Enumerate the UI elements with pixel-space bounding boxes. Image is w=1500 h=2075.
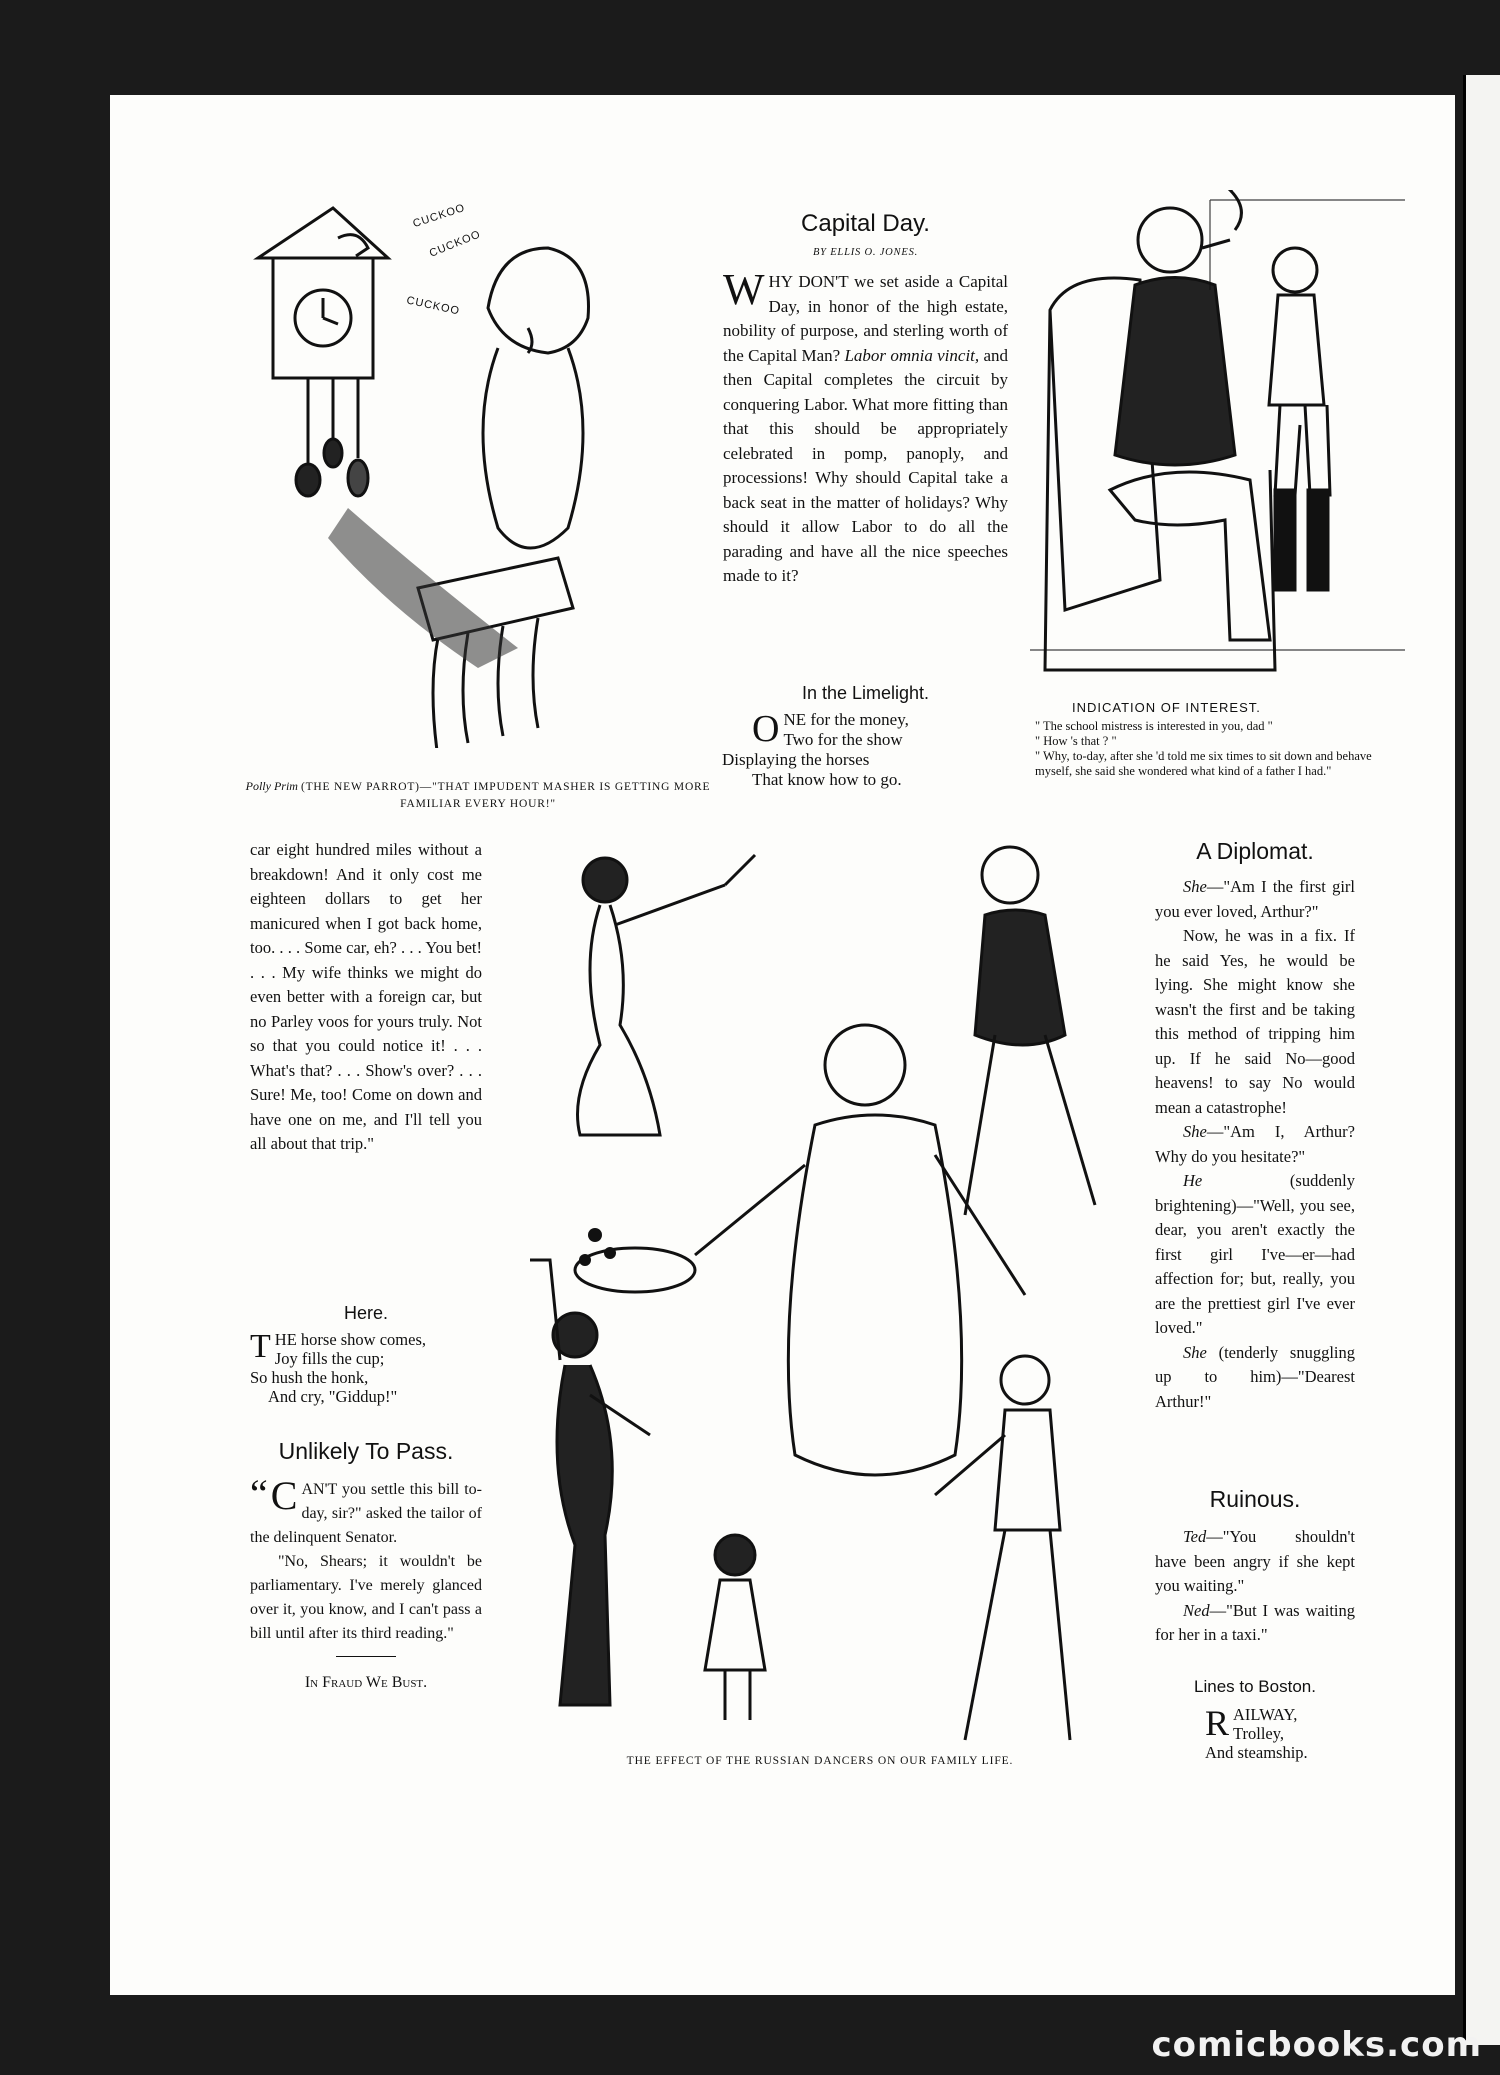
boston-line-1: AILWAY, [1233, 1705, 1298, 1724]
boston-poem [1205, 1705, 1365, 1762]
capital-day-text [723, 265, 1008, 589]
diplomat-para-3-text: —"Am I, Arthur? Why do you hesitate?" [1155, 1122, 1355, 1166]
diplomat-para-4 [1155, 1169, 1355, 1341]
unlikely-text [250, 1471, 482, 1695]
diplomat-title: A Diplomat. [1196, 838, 1314, 864]
capital-day-text-before: HY DON'T we set aside a Capital Day, in honor of the high estate, nobility of purpose, and sterling worth of the Capital Man? [723, 272, 1008, 365]
diplomat-para-4-text: (suddenly brightening)—"Well, you see, dear, you aren't exactly the first girl I've—er—had affection for; but, really, you are the prettiest girl I've ever loved." [1155, 1171, 1355, 1337]
here-poem [250, 1330, 482, 1406]
unlikely-para-2: "No, Shears; it wouldn't be parliamentary. I've merely glanced over it, you know, and I can't pass a bill until after its third reading." [250, 1553, 482, 1642]
ruinous-para-1-speaker: Ted [1183, 1527, 1207, 1546]
indication-of-interest-illustration [1030, 190, 1405, 675]
unlikely-motto: In Fraud We Bust. [304, 1674, 428, 1691]
here-line-2: Joy fills the cup; [274, 1349, 385, 1368]
diplomat-para-5-text: (tenderly snuggling up to him)—"Dearest Arthur!" [1155, 1342, 1355, 1411]
unlikely-para-1-text: AN'T you settle this bill to-day, sir?" asked the tailor of the delinquent Senator. [250, 1481, 482, 1546]
capital-day-drop-cap: W [723, 265, 765, 314]
unlikely-title: Unlikely To Pass. [278, 1438, 454, 1464]
russian-dancers-caption: THE EFFECT OF THE RUSSIAN DANCERS ON OUR FAMILY LIFE. [626, 1755, 1014, 1767]
site-watermark: comicbooks.com [1151, 2025, 1482, 2065]
boston-line-2: Trolley, [1233, 1724, 1285, 1743]
boston-line-3: And steamship. [1205, 1743, 1308, 1762]
here-drop-cap: T [250, 1328, 271, 1365]
diplomat-para-1 [1155, 875, 1355, 924]
interest-caption-line-3: " Why, to-day, after she 'd told me six times to sit down and behave myself, she said she wondered what kind of a father I had." [1035, 749, 1372, 778]
capital-day-italic: Labor omnia vincit, [844, 345, 980, 365]
boston-drop-cap: R [1205, 1703, 1230, 1743]
interest-caption-line-2: " How 's that ? " [1035, 734, 1117, 748]
capital-day-text-after: and then Capital completes the circuit by conquering Labor. What more fitting than that this should be appropriately celebrated in pomp, panoply, and processions! Why should Capital take a back seat in the matter of holidays? Why should it allow Labor to do all the parading and have all the nice speeches made to it? [723, 345, 1008, 585]
parrot-caption-speaker: Polly Prim [245, 779, 298, 793]
car-story-text: car eight hundred miles without a breakdown! And it only cost me eighteen dollars to get her manicured when I got back home, too. . . . Some car, eh? . . . You bet! . . . My wife thinks we might do even better with a foreign car, but no Parley voos for yours truly. Not so that you could notice it! . . . What's that? . . . Show's over? . . . Sure! Me, too! Come on down and have one on me, and I'll tell you all about that trip." [250, 840, 482, 1153]
interest-caption-text [1035, 719, 1395, 779]
diplomat-para-3 [1155, 1120, 1355, 1169]
facing-page-edge [1463, 75, 1500, 2045]
limelight-line-3: Displaying the horses [722, 750, 870, 769]
here-line-1: HE horse show comes, [274, 1330, 427, 1349]
ruinous-para-2-speaker: Ned [1183, 1600, 1210, 1620]
unlikely-para-1: “ C AN'T you settle this bill to-day, sir?" asked the tailor of the delinquent Senator. [250, 1471, 482, 1546]
ruinous-para-1 [1155, 1525, 1355, 1599]
parrot-caption-text: (THE NEW PARROT)—"THAT IMPUDENT MASHER IS GETTING MORE FAMILIAR EVERY HOUR!" [300, 781, 711, 810]
cuckoo-word-3: CUCKOO [405, 294, 461, 318]
limelight-line-1: NE for the money, [783, 710, 909, 729]
russian-dancers-illustration [515, 835, 1125, 1750]
capital-day-title: Capital Day. [801, 210, 930, 237]
diplomat-para-1-speaker: She [1183, 877, 1207, 896]
cuckoo-sound-text [400, 200, 520, 320]
limelight-title: In the Limelight. [801, 683, 930, 703]
here-line-4: And cry, "Giddup!" [268, 1387, 398, 1406]
capital-day-byline: BY ELLIS O. JONES. [812, 247, 919, 258]
limelight-line-4: That know how to go. [752, 770, 902, 789]
boston-title: Lines to Boston. [1194, 1677, 1316, 1696]
diplomat-para-4-speaker: He [1183, 1171, 1203, 1190]
interest-caption-line-1: " The school mistress is interested in you, dad " [1035, 719, 1273, 733]
ruinous-para-1-text: —"You shouldn't have been angry if she kept you waiting." [1155, 1527, 1355, 1595]
limelight-drop-cap: O [752, 708, 780, 750]
unlikely-drop-cap: C [270, 1473, 298, 1518]
diplomat-para-2: Now, he was in a fix. If he said Yes, he would be lying. She might know she wasn't the first and be taking this method of tripping him up. If he said No—good heavens! to say No would mean a catastrophe! [1155, 926, 1355, 1117]
limelight-poem [722, 708, 1012, 790]
ruinous-para-2 [1155, 1599, 1355, 1648]
diplomat-para-1-text: —"Am I the first girl you ever loved, Arthur?" [1155, 877, 1355, 921]
here-line-3: So hush the honk, [250, 1368, 369, 1387]
diplomat-para-3-speaker: She [1183, 1122, 1207, 1141]
ruinous-para-2-text: —"But I was waiting for her in a taxi." [1155, 1600, 1355, 1644]
parrot-cartoon-caption [243, 778, 713, 812]
cuckoo-word-2: CUCKOO [427, 228, 483, 260]
here-title: Here. [343, 1303, 388, 1323]
ruinous-title: Ruinous. [1209, 1486, 1301, 1512]
interest-caption-title: INDICATION OF INTEREST. [1072, 700, 1261, 715]
diplomat-para-5 [1155, 1341, 1355, 1415]
diplomat-para-5-speaker: She [1183, 1342, 1207, 1362]
ruinous-text [1155, 1525, 1355, 1648]
limelight-line-2: Two for the show [783, 730, 903, 749]
unlikely-rule [336, 1656, 396, 1657]
diplomat-text [1155, 875, 1355, 1414]
cuckoo-word-1: CUCKOO [411, 201, 467, 231]
